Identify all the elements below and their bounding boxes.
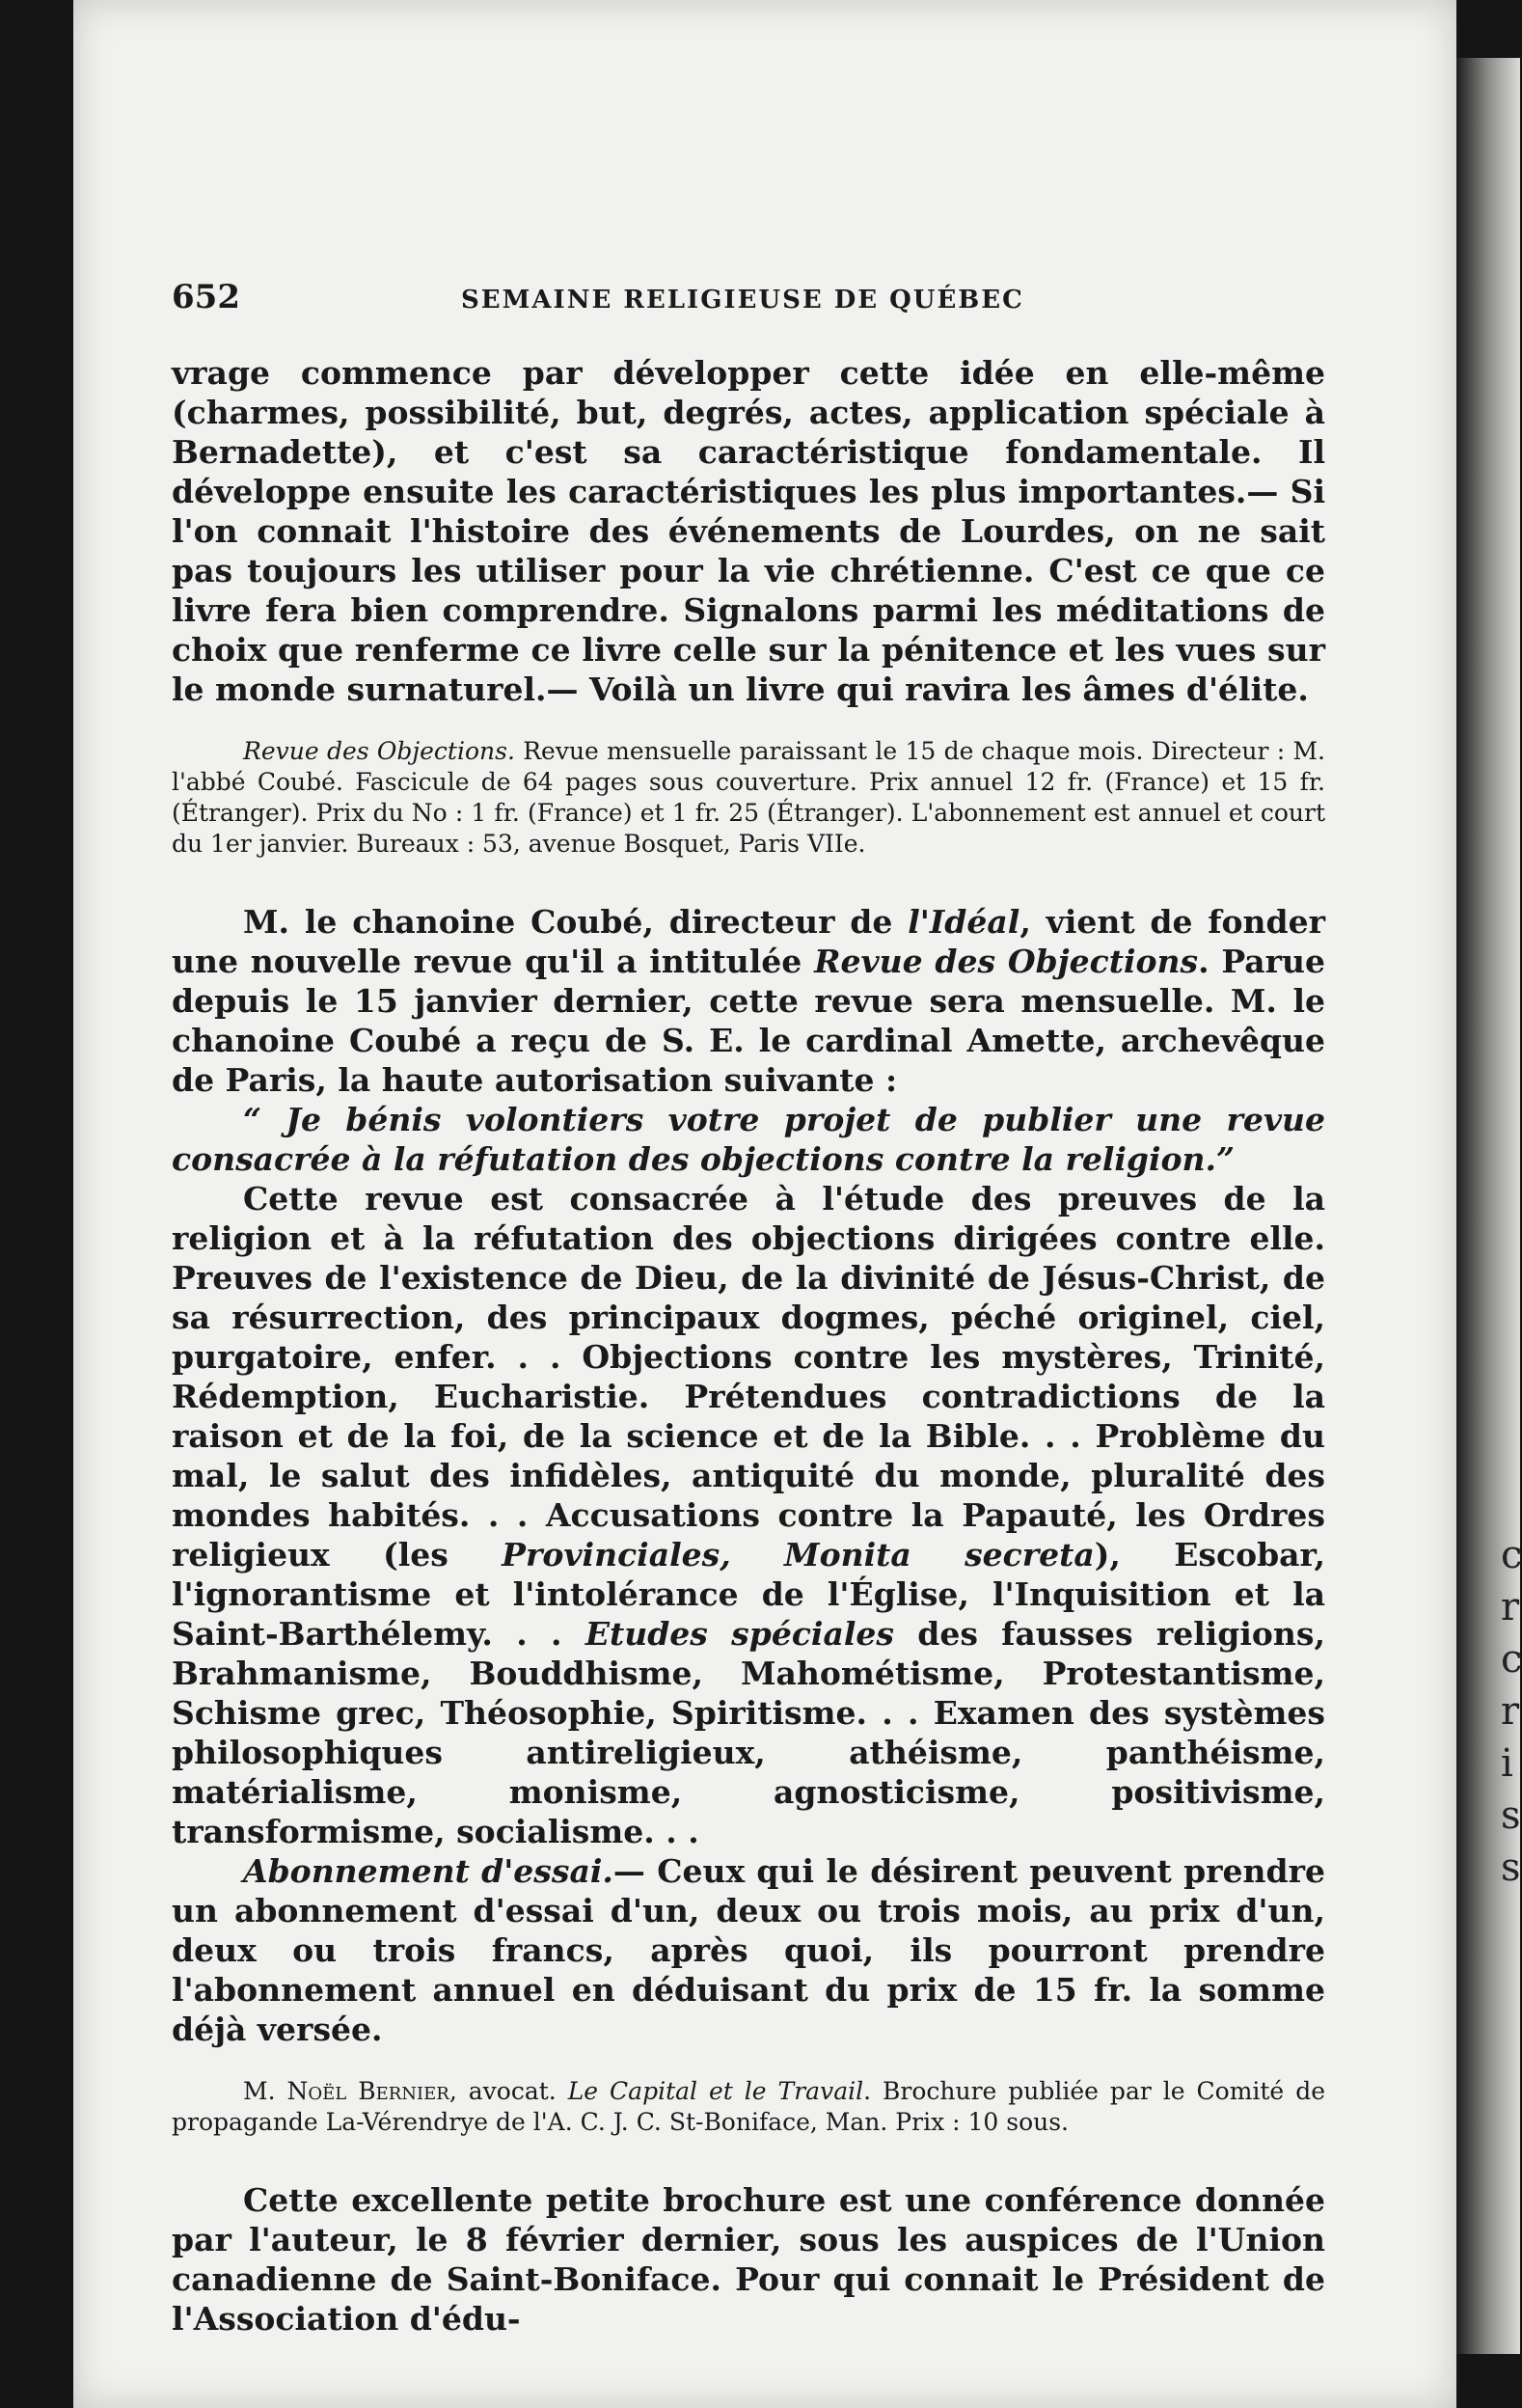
text-run: . Brochure publiée par le Comité de propagande La-Vérendrye de l'A. C. J. C. St-Boniface, Man. Prix : 10 sous. xyxy=(172,2077,1325,2136)
italic-run: Etudes spéciales xyxy=(584,1615,894,1653)
text-run: — Ceux qui le désirent peuvent prendre un abonnement d'essai d'un, deux ou trois mois, au prix d'un, deux ou trois francs, après quoi, ils pourront prendre l'abonnement annuel en déduisant du prix de 15 fr. la somme déjà versée. xyxy=(172,1852,1326,2048)
facing-page-edge xyxy=(1456,58,1520,2354)
text-run: Cette revue est consacrée à l'étude des preuves de la religion et à la réfutation des objections dirigées contre elle. Preuves de l'existence de Dieu, de la divinité de Jésus-Christ, de sa résurrection, des principaux dogmes, péché originel, ciel, purgatoire, enfer. . . Objections contre les mystères, Trinité, Rédemption, Eucharistie. Prétendues contradictions de la raison et de la foi, de la science et de la Bible. . . Problème du mal, le salut des infidèles, antiquité du monde, pluralité des mondes habités. . . Accusations contre la Papauté, les Ordres religieux (les xyxy=(172,1180,1325,1573)
italic-run: Abonnement d'essai. xyxy=(243,1852,613,1890)
italic-run: Revue des Objections xyxy=(814,943,1199,980)
edge-letter: s xyxy=(1501,1793,1521,1838)
italic-run: Provinciales, Monita secreta xyxy=(502,1536,1095,1573)
text-run: . Parue depuis le 15 janvier dernier, cette revue sera mensuelle. M. le chanoine Coubé a reçu de S. E. le cardinal Amette, archevêque de Paris, la haute autorisation suivante : xyxy=(172,943,1326,1099)
paragraph-chanoine-coube xyxy=(172,902,1325,1100)
paragraph-brochure: Cette excellente petite brochure est une conférence donnée par l'auteur, le 8 février dernier, sous les auspices de l'Union canadienne de Saint-Boniface. Pour qui connait le Président de l'Association d'édu- xyxy=(172,2181,1325,2338)
page-header xyxy=(172,278,1325,332)
paragraph-lourdes-book: vrage commence par développer cette idée en elle-même (charmes, possibilité, but, degrés, actes, application spéciale à Bernadette), et c'est sa caractéristique fondamentale. Il développe ensuite les caractéristiques les plus importantes.— Si l'on connait l'histoire des événements de Lourdes, on ne sait pas toujours les utiliser pour la vie chrétienne. C'est ce que ce livre fera bien comprendre. Signalons parmi les méditations de choix que renferme ce livre celle sur la pénitence et les vues sur le monde surnaturel.— Voilà un livre qui ravira les âmes d'élite. xyxy=(172,354,1325,708)
edge-letter: i xyxy=(1501,1741,1513,1786)
facing-page-letters xyxy=(1501,1529,1520,1894)
author-name: Noël Bernier xyxy=(286,2077,449,2105)
text-run: M. le chanoine Coubé, directeur de xyxy=(243,903,909,941)
paragraph-abonnement xyxy=(172,1851,1325,2049)
edge-letter: c xyxy=(1501,1637,1522,1682)
text-run: , avocat. xyxy=(448,2077,568,2105)
quote-text: “ Je bénis volontiers votre projet de publier une revue consacrée à la réfutation des objections contre la religion.” xyxy=(172,1101,1325,1178)
page-content xyxy=(172,278,1325,2339)
text-run: , vient de fonder une nouvelle revue qu'il a intitulée xyxy=(172,903,1326,980)
note-text: Revue mensuelle paraissant le 15 de chaque mois. Directeur : M. l'abbé Coubé. Fascicule de 64 pages sous couverture. Prix annuel 12 fr. (France) et 15 fr. (Étranger). Prix du No : 1 fr. (France) et 1 fr. 25 (Étranger). L'abonnement est annuel et court du 1er janvier. Bureaux : 53, avenue Bosquet, Paris VIIe. xyxy=(172,737,1325,858)
italic-run: Le Capital et le Travail xyxy=(567,2077,864,2105)
edge-letter: c xyxy=(1501,1533,1522,1577)
page-number: 652 xyxy=(172,278,240,316)
note-revue-des-objections xyxy=(172,736,1325,860)
paragraph-revue-content xyxy=(172,1179,1325,1851)
edge-letter: r xyxy=(1501,1689,1520,1734)
running-title: SEMAINE RELIGIEUSE DE QUÉBEC xyxy=(461,286,1024,315)
edge-letter: s xyxy=(1501,1846,1521,1890)
text-run: M. xyxy=(243,2077,287,2105)
quote-cardinal xyxy=(172,1100,1325,1179)
italic-run: l'Idéal xyxy=(908,903,1020,941)
text-run: des fausses religions, Brahmanisme, Bouddhisme, Mahométisme, Protestantisme, Schisme grec, Théosophie, Spiritisme. . . Examen des systèmes philosophiques antireligieux, athéisme, panthéisme, matérialisme, monisme, agnosticisme, positivisme, transformisme, socialisme. . . xyxy=(172,1615,1325,1850)
text-run: ), Escobar, l'ignorantisme et l'intolérance de l'Église, l'Inquisition et la Saint-Barthélemy. . . xyxy=(172,1536,1326,1653)
note-title: Revue des Objections. xyxy=(243,737,515,765)
note-capital-travail xyxy=(172,2076,1325,2138)
edge-letter: r xyxy=(1501,1585,1520,1629)
